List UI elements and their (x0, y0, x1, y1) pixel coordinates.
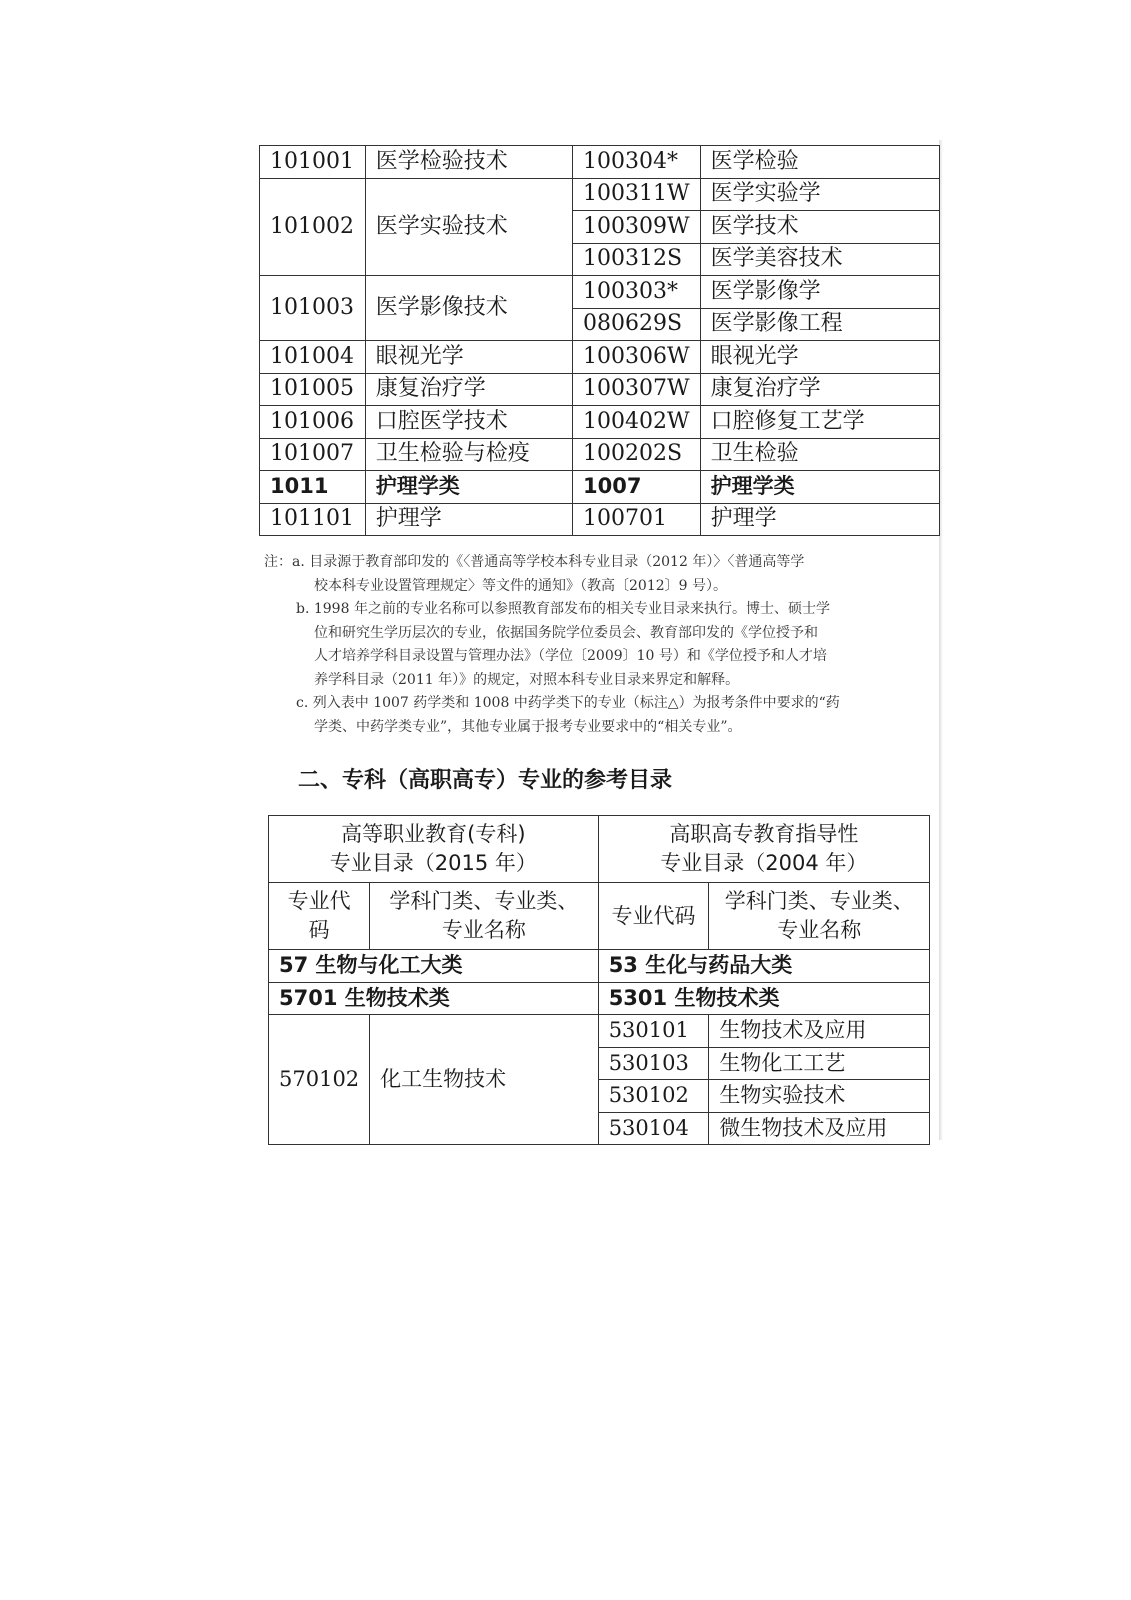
table-row (260, 406, 940, 439)
table-row (260, 276, 940, 309)
code-cell: 101002 (260, 178, 366, 276)
category-cell: 57 生物与化工大类 (269, 950, 599, 983)
table-row (269, 1015, 930, 1048)
category-code-cell: 1007 (572, 471, 700, 504)
code-cell: 101004 (260, 341, 366, 374)
name-cell: 生物化工工艺 (709, 1047, 930, 1080)
code-cell: 100307W (572, 373, 700, 406)
name-cell: 口腔修复工艺学 (700, 406, 939, 439)
table-row (260, 146, 940, 179)
header-line: 高等职业教育(专科) (341, 822, 526, 846)
code-cell: 100309W (572, 211, 700, 244)
header-line: 专业名称 (777, 918, 862, 942)
table-notes (264, 551, 940, 739)
table-row (260, 438, 940, 471)
name-cell: 医学美容技术 (700, 243, 939, 276)
code-cell: 101005 (260, 373, 366, 406)
header-line: 专业名称 (441, 918, 526, 942)
name-cell: 生物实验技术 (709, 1080, 930, 1113)
note-c-line: c. 列入表中 1007 药学类和 1008 中药学类下的专业（标注△）为报考条件中要求的“药 (296, 695, 840, 711)
name-column-header (709, 883, 930, 950)
table-row (260, 178, 940, 211)
header-line: 专业代 (287, 889, 351, 913)
code-cell: 080629S (572, 308, 700, 341)
code-cell: 530104 (598, 1112, 709, 1145)
category-row (260, 471, 940, 504)
column-header-row (269, 883, 930, 950)
code-cell: 100306W (572, 341, 700, 374)
note-b-line: 位和研究生学历层次的专业，依据国务院学位委员会、教育部印发的《学位授予和 (314, 624, 818, 641)
table-row (260, 341, 940, 374)
category-name-cell: 护理学类 (700, 471, 939, 504)
category-row (269, 950, 930, 983)
name-cell: 医学影像技术 (365, 276, 572, 341)
name-cell: 眼视光学 (365, 341, 572, 374)
name-cell: 康复治疗学 (700, 373, 939, 406)
code-column-header (269, 883, 370, 950)
note-a-line: 注：a. 目录源于教育部印发的《〈普通高等学校本科专业目录（2012 年）〉〈普通高等学 (264, 554, 805, 570)
category-name-cell: 护理学类 (365, 471, 572, 504)
name-cell: 口腔医学技术 (365, 406, 572, 439)
code-column-header: 专业代码 (598, 883, 709, 950)
header-line: 专业目录（2015 年） (329, 851, 537, 875)
catalog-2004-header (598, 816, 929, 883)
code-cell: 101101 (260, 503, 366, 536)
vocational-major-table (268, 815, 930, 1145)
category-code-cell: 1011 (260, 471, 366, 504)
category-cell: 53 生化与药品大类 (598, 950, 929, 983)
name-cell: 眼视光学 (700, 341, 939, 374)
name-cell: 医学影像工程 (700, 308, 939, 341)
code-cell: 101001 (260, 146, 366, 179)
code-cell: 101006 (260, 406, 366, 439)
header-line: 高职高专教育指导性 (669, 822, 859, 846)
name-cell: 康复治疗学 (365, 373, 572, 406)
name-cell: 护理学 (700, 503, 939, 536)
catalog-2015-header (269, 816, 599, 883)
code-cell: 101003 (260, 276, 366, 341)
table-row (260, 503, 940, 536)
code-cell: 100311W (572, 178, 700, 211)
code-cell: 530101 (598, 1015, 709, 1048)
undergrad-major-table (259, 145, 940, 536)
code-cell: 100701 (572, 503, 700, 536)
code-cell: 570102 (269, 1015, 370, 1145)
code-cell: 100402W (572, 406, 700, 439)
name-cell: 医学技术 (700, 211, 939, 244)
note-c-line: 学类、中药学类专业”，其他专业属于报考专业要求中的“相关专业”。 (314, 718, 742, 735)
name-cell: 化工生物技术 (370, 1015, 599, 1145)
code-cell: 100304* (572, 146, 700, 179)
subcategory-cell: 5301 生物技术类 (598, 982, 929, 1015)
header-line: 专业目录（2004 年） (660, 851, 868, 875)
name-cell: 卫生检验 (700, 438, 939, 471)
note-b-line: 养学科目录（2011 年）》的规定，对照本科专业目录来界定和解释。 (314, 671, 740, 688)
name-cell: 微生物技术及应用 (709, 1112, 930, 1145)
subcategory-cell: 5701 生物技术类 (269, 982, 599, 1015)
header-line: 码 (308, 918, 330, 942)
note-a-line: 校本科专业设置管理规定〉等文件的通知》（教高〔2012〕9 号）。 (314, 577, 727, 594)
name-cell: 医学检验 (700, 146, 939, 179)
name-cell: 生物技术及应用 (709, 1015, 930, 1048)
header-line: 学科门类、专业类、 (724, 889, 914, 913)
subcategory-row (269, 982, 930, 1015)
code-cell: 101007 (260, 438, 366, 471)
table-header-row (269, 816, 930, 883)
code-cell: 100202S (572, 438, 700, 471)
name-cell: 护理学 (365, 503, 572, 536)
name-cell: 医学实验学 (700, 178, 939, 211)
code-cell: 530102 (598, 1080, 709, 1113)
name-cell: 医学影像学 (700, 276, 939, 309)
note-b-line: b. 1998 年之前的专业名称可以参照教育部发布的相关专业目录来执行。博士、硕士学 (296, 601, 830, 617)
header-line: 学科门类、专业类、 (389, 889, 579, 913)
section-title: 二、专科（高职高专）专业的参考目录 (298, 768, 673, 793)
note-b-line: 人才培养学科目录设置与管理办法》（学位〔2009〕10 号）和《学位授予和人才培 (314, 648, 827, 664)
name-cell: 卫生检验与检疫 (365, 438, 572, 471)
code-cell: 100312S (572, 243, 700, 276)
name-column-header (370, 883, 599, 950)
code-cell: 100303* (572, 276, 700, 309)
code-cell: 530103 (598, 1047, 709, 1080)
table-row (260, 373, 940, 406)
name-cell: 医学检验技术 (365, 146, 572, 179)
name-cell: 医学实验技术 (365, 178, 572, 276)
